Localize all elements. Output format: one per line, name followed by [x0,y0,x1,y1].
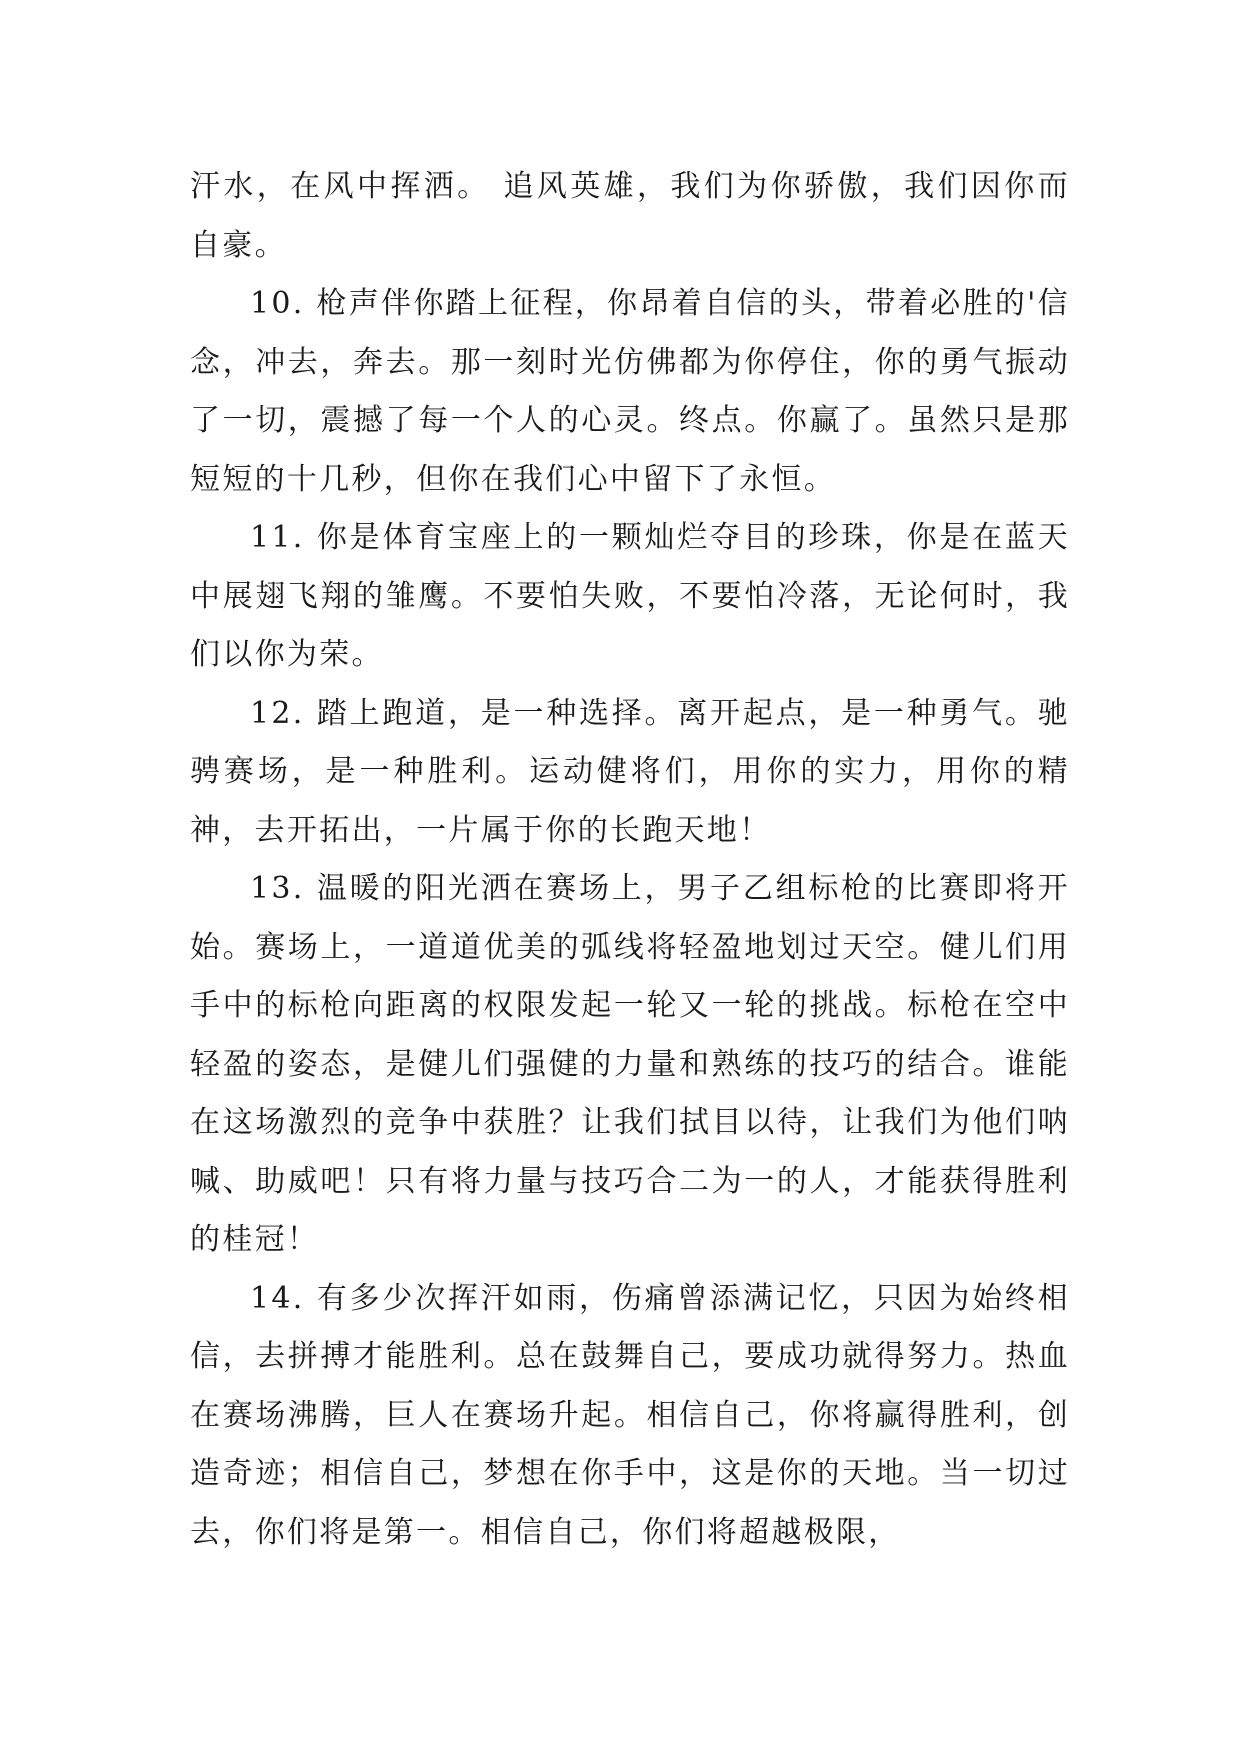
paragraph-item-10: 10. 枪声伴你踏上征程，你昂着自信的头，带着必胜的'信念，冲去，奔去。那一刻时光仿佛都为你停住，你的勇气振动了一切，震撼了每一个人的心灵。终点。你赢了。虽然只是那短短的十几秒，但你在我们心中留下了永恒。 [190,286,1070,497]
document-body [190,158,1070,1562]
paragraph-item-14: 14. 有多少次挥汗如雨，伤痛曾添满记忆，只因为始终相信，去拼搏才能胜利。总在鼓舞自己，要成功就得努力。热血在赛场沸腾，巨人在赛场升起。相信自己，你将赢得胜利，创造奇迹；相信自己，梦想在你手中，这是你的天地。当一切过去，你们将是第一。相信自己，你们将超越极限， [190,1280,1070,1550]
paragraph-item-13: 13. 温暖的阳光洒在赛场上，男子乙组标枪的比赛即将开始。赛场上，一道道优美的弧线将轻盈地划过天空。健儿们用手中的标枪向距离的权限发起一轮又一轮的挑战。标枪在空中轻盈的姿态，是健儿们强健的力量和熟练的技巧的结合。谁能在这场激烈的竞争中获胜？让我们拭目以待，让我们为他们呐喊、助威吧！只有将力量与技巧合二为一的人，才能获得胜利的桂冠！ [190,871,1070,1257]
paragraph-item-12: 12. 踏上跑道，是一种选择。离开起点，是一种勇气。驰骋赛场，是一种胜利。运动健将们，用你的实力，用你的精神，去开拓出，一片属于你的长跑天地！ [190,695,1070,848]
paragraph-item-11: 11. 你是体育宝座上的一颗灿烂夺目的珍珠，你是在蓝天中展翅飞翔的雏鹰。不要怕失败，不要怕冷落，无论何时，我们以你为荣。 [190,520,1070,672]
paragraph-continuation: 汗水，在风中挥洒。 追风英雄，我们为你骄傲，我们因你而自豪。 [190,169,1070,263]
